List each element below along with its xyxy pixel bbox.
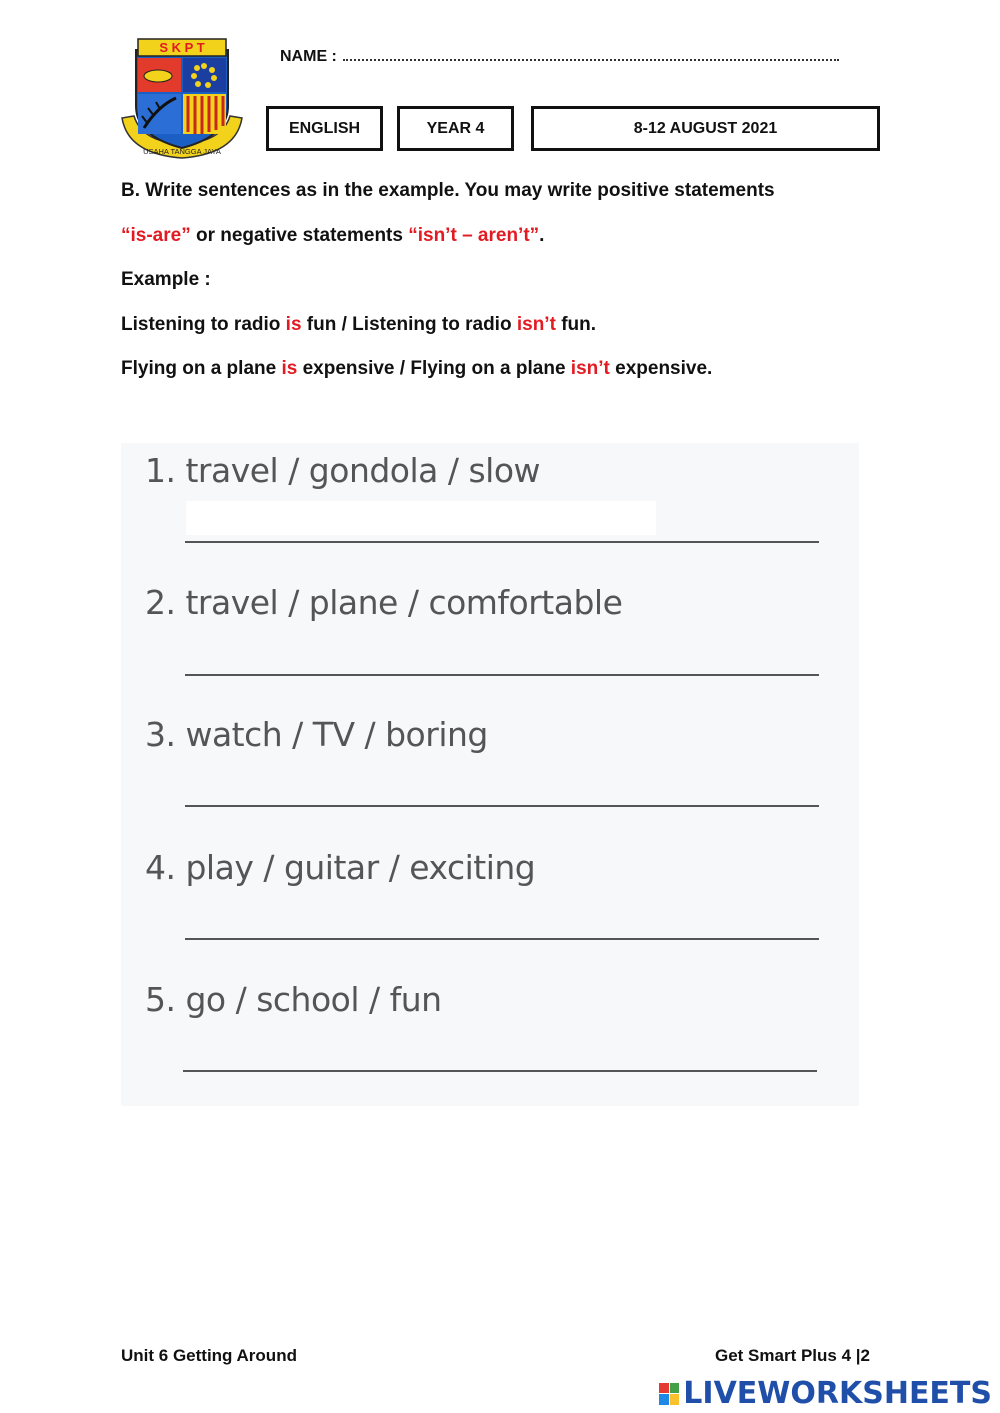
year-label: YEAR 4 bbox=[426, 119, 485, 137]
name-input-line[interactable] bbox=[343, 49, 839, 61]
date-box bbox=[531, 106, 880, 151]
exercise-item-2: 2. travel / plane / comfortable bbox=[145, 583, 623, 622]
subject-box bbox=[266, 106, 383, 151]
example-label: Example : bbox=[121, 269, 211, 290]
answer-line-4[interactable] bbox=[185, 938, 819, 940]
subject-label: ENGLISH bbox=[288, 119, 361, 137]
example-sentence-1 bbox=[121, 314, 596, 336]
liveworksheets-brand bbox=[659, 1376, 992, 1411]
answer-line-2[interactable] bbox=[185, 674, 819, 676]
answer-input-1[interactable] bbox=[186, 501, 656, 535]
example1-part1: Listening to radio bbox=[121, 314, 286, 335]
example2-part2: expensive / Flying on a plane bbox=[297, 358, 571, 379]
instruction-middle: or negative statements bbox=[190, 225, 409, 246]
example2-part3: expensive. bbox=[609, 358, 713, 379]
footer-book: Get Smart Plus 4 |2 bbox=[715, 1346, 870, 1365]
liveworksheets-logo-icon bbox=[659, 1383, 679, 1405]
footer-unit: Unit 6 Getting Around bbox=[121, 1346, 297, 1365]
example1-part3: fun. bbox=[555, 314, 597, 335]
exercise-item-5: 5. go / school / fun bbox=[145, 980, 442, 1019]
brand-text: LIVEWORKSHEETS bbox=[683, 1376, 992, 1411]
example1-part2: fun / Listening to radio bbox=[301, 314, 517, 335]
exercise-panel bbox=[121, 443, 859, 1106]
school-logo-text: S K P T bbox=[159, 40, 205, 55]
example-sentence-2 bbox=[121, 358, 712, 380]
example2-part1: Flying on a plane bbox=[121, 358, 282, 379]
name-label: NAME : bbox=[280, 48, 337, 65]
negative-forms: “isn’t – aren’t” bbox=[408, 225, 540, 246]
instruction-end: . bbox=[539, 225, 545, 246]
name-field bbox=[280, 48, 839, 66]
answer-line-1 bbox=[185, 541, 819, 543]
instruction-line-1: B. Write sentences as in the example. You may write positive statements bbox=[121, 180, 775, 201]
example2-verb-positive: is bbox=[281, 358, 298, 379]
positive-forms: “is-are” bbox=[121, 225, 191, 246]
exercise-item-1: 1. travel / gondola / slow bbox=[145, 451, 541, 490]
school-crest-logo bbox=[118, 36, 246, 162]
instruction-line-2 bbox=[121, 225, 544, 247]
school-motto: USAHA TANGGA JAYA bbox=[143, 147, 221, 156]
exercise-item-4: 4. play / guitar / exciting bbox=[145, 848, 536, 887]
exercise-item-3: 3. watch / TV / boring bbox=[145, 715, 488, 754]
date-label: 8-12 AUGUST 2021 bbox=[633, 119, 778, 137]
example1-verb-positive: is bbox=[285, 314, 302, 335]
answer-line-5[interactable] bbox=[183, 1070, 817, 1072]
example1-verb-negative: isn’t bbox=[516, 314, 556, 335]
year-box bbox=[397, 106, 514, 151]
answer-line-3[interactable] bbox=[185, 805, 819, 807]
example2-verb-negative: isn’t bbox=[570, 358, 610, 379]
